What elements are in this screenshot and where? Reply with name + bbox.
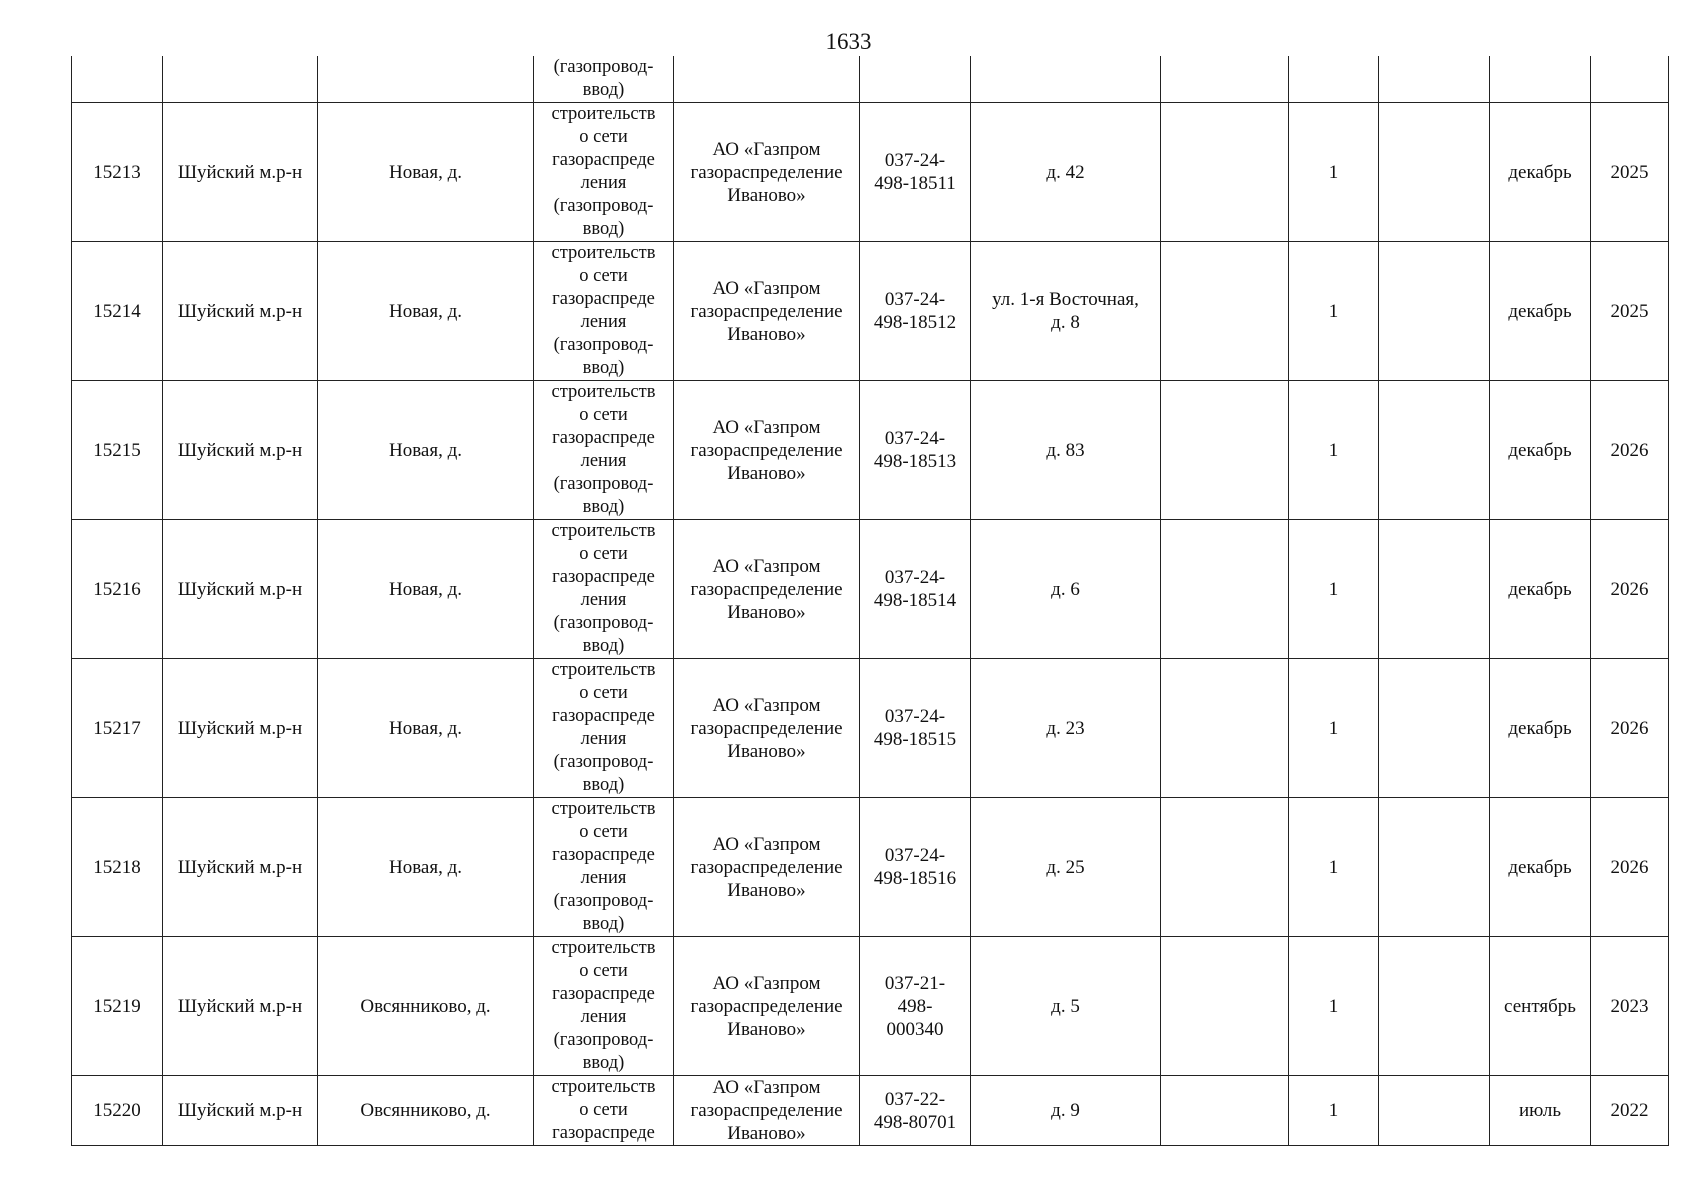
cell-num (72, 659, 163, 798)
code-text: 037-24- 498-18512 (873, 289, 957, 333)
year-text: 2026 (1610, 578, 1649, 600)
cell-extra (1161, 242, 1289, 381)
cell-extra (1161, 56, 1289, 103)
code-text: 037-24- 498-18515 (873, 706, 957, 750)
month-text: декабрь (1508, 300, 1572, 322)
cell-org (674, 659, 860, 798)
district-text: Шуйский м.р-н (177, 578, 303, 600)
cell-extra2 (1379, 56, 1490, 103)
cell-qty (1289, 937, 1379, 1076)
month-text: декабрь (1508, 439, 1572, 461)
cell-locality (318, 520, 534, 659)
cell-month (1490, 381, 1591, 520)
org-text: АО «Газпром газораспределение Иваново» (690, 555, 843, 623)
locality-text: Новая, д. (388, 161, 463, 183)
table-row (72, 937, 1669, 1076)
table-row (72, 381, 1669, 520)
qty-text: 1 (1328, 1100, 1339, 1121)
num-text: 15220 (93, 1100, 141, 1121)
cell-work (534, 798, 674, 937)
month-text: декабрь (1508, 717, 1572, 739)
cell-year (1591, 798, 1669, 937)
cell-code (860, 56, 971, 103)
cell-qty (1289, 659, 1379, 798)
address-text: д. 25 (1046, 856, 1085, 878)
cell-extra (1161, 103, 1289, 242)
cell-code (860, 798, 971, 937)
cell-extra2 (1379, 520, 1490, 659)
cell-address (971, 659, 1161, 798)
cell-qty (1289, 381, 1379, 520)
work-text: строительств о сети газораспреде ления (газопровод- ввод) (551, 243, 656, 378)
cell-district (163, 381, 318, 520)
cell-code (860, 103, 971, 242)
cell-district (163, 242, 318, 381)
cell-org (674, 1076, 860, 1146)
district-text: Шуйский м.р-н (177, 161, 303, 183)
cell-work (534, 520, 674, 659)
cell-code (860, 242, 971, 381)
qty-text: 1 (1328, 161, 1339, 183)
qty-text: 1 (1328, 995, 1339, 1017)
qty-text: 1 (1328, 300, 1339, 322)
work-text: строительств о сети газораспреде ления (газопровод- ввод) (551, 382, 656, 517)
cell-year (1591, 937, 1669, 1076)
org-text: АО «Газпром газораспределение Иваново» (690, 694, 843, 762)
cell-code (860, 381, 971, 520)
cell-extra2 (1379, 798, 1490, 937)
cell-num (72, 381, 163, 520)
cell-org (674, 242, 860, 381)
cell-extra (1161, 798, 1289, 937)
address-text: д. 5 (1051, 995, 1080, 1017)
org-text: АО «Газпром газораспределение Иваново» (690, 972, 843, 1040)
locality-text: Новая, д. (388, 439, 463, 461)
cell-extra2 (1379, 1076, 1490, 1146)
cell-year (1591, 103, 1669, 242)
address-text: д. 23 (1046, 717, 1085, 739)
year-text: 2023 (1610, 995, 1649, 1017)
cell-extra2 (1379, 659, 1490, 798)
cell-extra2 (1379, 381, 1490, 520)
year-text: 2026 (1610, 439, 1649, 461)
month-text: сентябрь (1504, 995, 1576, 1017)
locality-text: Овсянниково, д. (360, 1100, 491, 1121)
cell-num (72, 242, 163, 381)
code-text: 037-22- 498-80701 (873, 1088, 957, 1133)
cell-locality (318, 659, 534, 798)
cell-work (534, 103, 674, 242)
work-text: строительств о сети газораспреде ления (газопровод- ввод) (551, 660, 656, 795)
cell-qty (1289, 56, 1379, 103)
year-text: 2026 (1610, 717, 1649, 739)
address-text: д. 83 (1046, 439, 1085, 461)
month-text: июль (1518, 1100, 1562, 1121)
cell-address (971, 242, 1161, 381)
cell-extra2 (1379, 937, 1490, 1076)
org-text: АО «Газпром газораспределение Иваново» (690, 1077, 843, 1144)
cell-work (534, 242, 674, 381)
code-text: 037-24- 498-18513 (873, 428, 957, 472)
district-text: Шуйский м.р-н (177, 856, 303, 878)
num-text: 15217 (93, 717, 141, 739)
cell-locality (318, 798, 534, 937)
num-text: 15214 (93, 300, 141, 322)
table-row (72, 242, 1669, 381)
cell-extra2 (1379, 103, 1490, 242)
cell-address (971, 56, 1161, 103)
district-text: Шуйский м.р-н (177, 439, 303, 461)
cell-district (163, 659, 318, 798)
code-text: 037-24- 498-18514 (873, 567, 957, 611)
cell-locality (318, 937, 534, 1076)
table-row (72, 520, 1669, 659)
cell-locality (318, 242, 534, 381)
qty-text: 1 (1328, 856, 1339, 878)
cell-qty (1289, 1076, 1379, 1146)
address-text: д. 9 (1051, 1100, 1080, 1121)
cell-year (1591, 381, 1669, 520)
cell-num (72, 937, 163, 1076)
qty-text: 1 (1328, 578, 1339, 600)
page-number: 1633 (825, 29, 872, 54)
cell-locality (318, 381, 534, 520)
cell-extra (1161, 520, 1289, 659)
cell-work (534, 1076, 674, 1146)
locality-text: Овсянниково, д. (360, 995, 491, 1017)
table-row (72, 1076, 1669, 1146)
address-text: д. 6 (1051, 578, 1080, 600)
cell-qty (1289, 103, 1379, 242)
cell-num (72, 56, 163, 103)
cell-month (1490, 103, 1591, 242)
month-text: декабрь (1508, 161, 1572, 183)
address-text: д. 42 (1046, 161, 1085, 183)
table-row (72, 103, 1669, 242)
cell-extra2 (1379, 242, 1490, 381)
cell-extra (1161, 381, 1289, 520)
qty-text: 1 (1328, 717, 1339, 739)
address-text: ул. 1-я Восточная, д. 8 (992, 289, 1139, 333)
num-text: 15219 (93, 995, 141, 1017)
org-text: АО «Газпром газораспределение Иваново» (690, 416, 843, 484)
cell-extra (1161, 659, 1289, 798)
cell-extra (1161, 937, 1289, 1076)
work-text: (газопровод- ввод) (553, 57, 654, 100)
cell-qty (1289, 520, 1379, 659)
cell-qty (1289, 242, 1379, 381)
cell-month (1490, 937, 1591, 1076)
work-text: строительств о сети газораспреде ления (газопровод- ввод) (551, 521, 656, 656)
district-text: Шуйский м.р-н (177, 300, 303, 322)
cell-num (72, 1076, 163, 1146)
cell-district (163, 1076, 318, 1146)
cell-locality (318, 56, 534, 103)
table-row (72, 659, 1669, 798)
cell-locality (318, 103, 534, 242)
cell-locality (318, 1076, 534, 1146)
locality-text: Новая, д. (388, 578, 463, 600)
work-text: строительств о сети газораспреде (551, 1077, 656, 1143)
code-text: 037-24- 498-18516 (873, 845, 957, 889)
cell-org (674, 798, 860, 937)
district-text: Шуйский м.р-н (177, 717, 303, 739)
cell-code (860, 659, 971, 798)
cell-district (163, 798, 318, 937)
cell-address (971, 937, 1161, 1076)
code-text: 037-21- 498- 000340 (884, 972, 946, 1040)
cell-district (163, 56, 318, 103)
year-text: 2026 (1610, 856, 1649, 878)
cell-code (860, 1076, 971, 1146)
cell-code (860, 520, 971, 659)
cell-org (674, 520, 860, 659)
cell-address (971, 1076, 1161, 1146)
table-row-continuation (72, 56, 1669, 103)
cell-month (1490, 1076, 1591, 1146)
locality-text: Новая, д. (388, 300, 463, 322)
cell-year (1591, 1076, 1669, 1146)
cell-district (163, 520, 318, 659)
cell-address (971, 103, 1161, 242)
cell-address (971, 798, 1161, 937)
cell-month (1490, 520, 1591, 659)
cell-address (971, 381, 1161, 520)
org-text: АО «Газпром газораспределение Иваново» (690, 833, 843, 901)
cell-month (1490, 659, 1591, 798)
month-text: декабрь (1508, 578, 1572, 600)
org-text: АО «Газпром газораспределение Иваново» (690, 138, 843, 206)
cell-year (1591, 520, 1669, 659)
cell-month (1490, 798, 1591, 937)
org-text: АО «Газпром газораспределение Иваново» (690, 277, 843, 345)
cell-code (860, 937, 971, 1076)
cell-district (163, 103, 318, 242)
month-text: декабрь (1508, 856, 1572, 878)
table-row (72, 798, 1669, 937)
cell-address (971, 520, 1161, 659)
cell-work (534, 56, 674, 103)
cell-year (1591, 242, 1669, 381)
district-text: Шуйский м.р-н (177, 1100, 303, 1121)
num-text: 15215 (93, 439, 141, 461)
cell-work (534, 381, 674, 520)
num-text: 15216 (93, 578, 141, 600)
cell-district (163, 937, 318, 1076)
cell-org (674, 381, 860, 520)
year-text: 2025 (1610, 161, 1649, 183)
cell-extra (1161, 1076, 1289, 1146)
cell-year (1591, 659, 1669, 798)
num-text: 15218 (93, 856, 141, 878)
work-text: строительств о сети газораспреде ления (газопровод- ввод) (551, 799, 656, 934)
work-text: строительств о сети газораспреде ления (газопровод- ввод) (551, 938, 656, 1073)
cell-work (534, 937, 674, 1076)
cell-num (72, 520, 163, 659)
year-text: 2022 (1610, 1100, 1649, 1121)
num-text: 15213 (93, 161, 141, 183)
year-text: 2025 (1610, 300, 1649, 322)
cell-org (674, 937, 860, 1076)
cell-month (1490, 56, 1591, 103)
work-text: строительств о сети газораспреде ления (газопровод- ввод) (551, 104, 656, 239)
gas-connection-table (71, 56, 1669, 1146)
cell-year (1591, 56, 1669, 103)
cell-num (72, 798, 163, 937)
cell-num (72, 103, 163, 242)
cell-org (674, 103, 860, 242)
cell-org (674, 56, 860, 103)
cell-qty (1289, 798, 1379, 937)
cell-month (1490, 242, 1591, 381)
cell-work (534, 659, 674, 798)
district-text: Шуйский м.р-н (177, 995, 303, 1017)
qty-text: 1 (1328, 439, 1339, 461)
locality-text: Новая, д. (388, 856, 463, 878)
code-text: 037-24- 498-18511 (874, 150, 956, 194)
locality-text: Новая, д. (388, 717, 463, 739)
